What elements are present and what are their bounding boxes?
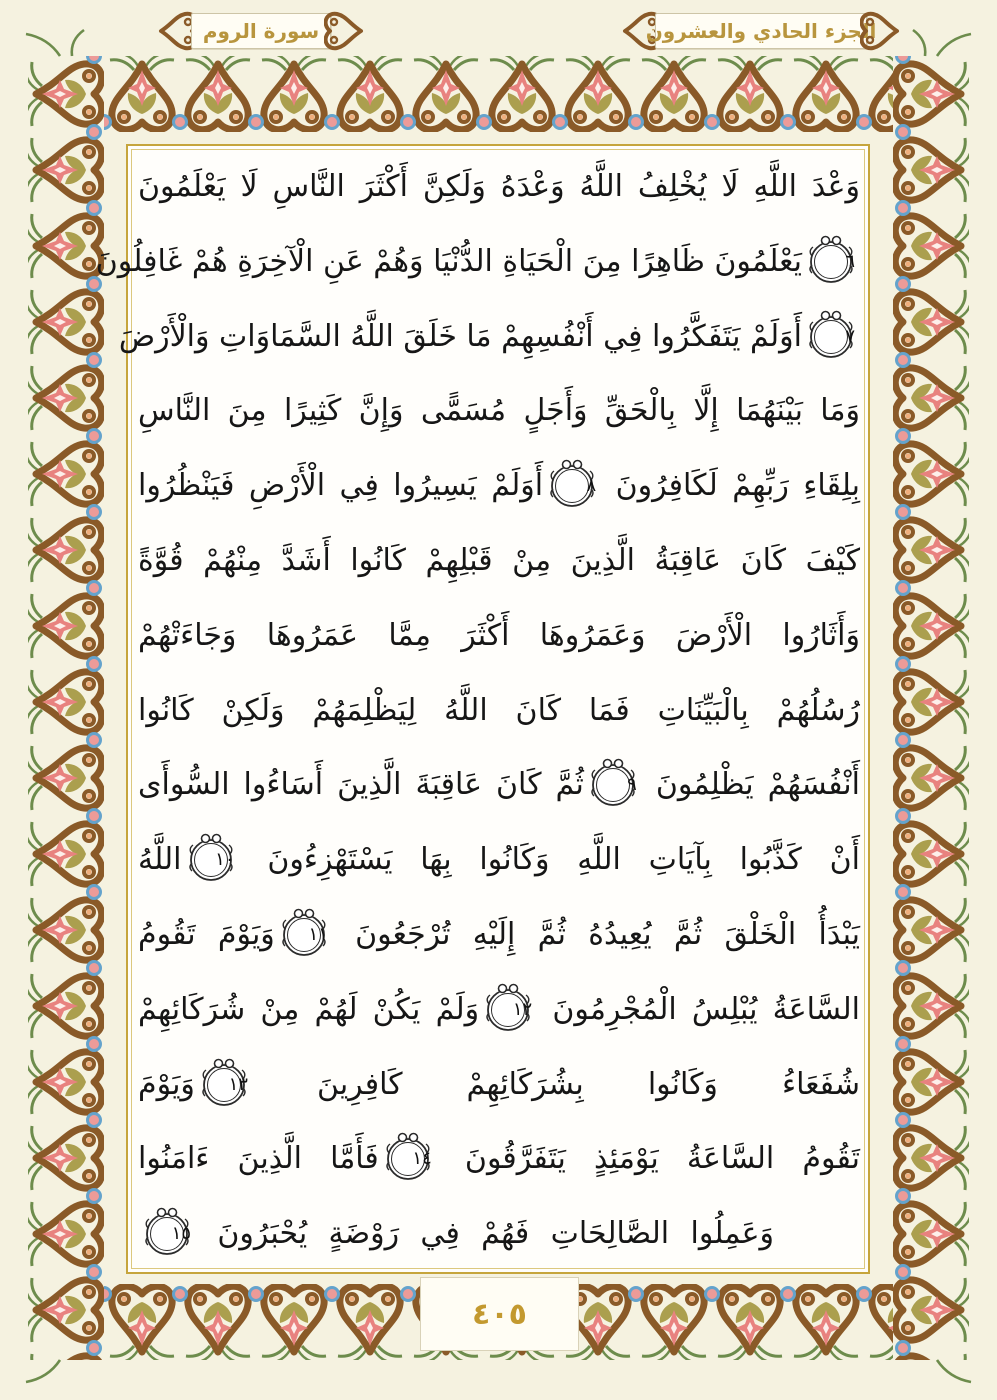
surah-title: سورة الروم	[202, 19, 320, 43]
quran-line	[138, 524, 860, 599]
page-number: ٤٠٥	[472, 1296, 527, 1332]
quran-line	[138, 1122, 860, 1197]
verse-text: أَوَلَمْ يَتَفَكَّرُوا فِي أَنْفُسِهِمْ مَا خَلَقَ اللَّهُ السَّمَاوَاتِ وَالْأَرْضَ	[118, 318, 802, 354]
verse-text: وَيَوْمَ تَقُومُ	[138, 916, 275, 952]
verse-marker-medallion	[807, 234, 855, 286]
verse-text: أَنْ كَذَّبُوا بِآيَاتِ اللَّهِ وَكَانُوا بِهَا يَسْتَهْزِءُونَ	[267, 842, 860, 878]
verse-number: ٦	[845, 250, 855, 272]
verse-marker-medallion	[280, 907, 328, 959]
verse-number: ٨	[586, 475, 597, 497]
verse-text: وَلَمْ يَكُنْ لَهُمْ مِنْ شُرَكَائِهِمْ	[138, 991, 480, 1027]
verse-text: وَيَوْمَ	[138, 1066, 195, 1102]
verse-text: ثُمَّ كَانَ عَاقِبَةَ الَّذِينَ أَسَاءُوا السُّوأَى	[138, 767, 584, 803]
quran-line	[138, 973, 860, 1048]
quran-text-area	[95, 150, 860, 1272]
quran-line	[138, 150, 860, 225]
verse-number: ١٣	[228, 1073, 248, 1095]
verse-number: ١١	[308, 923, 328, 945]
verse-marker-medallion	[807, 309, 855, 361]
verse-number: ١٥	[171, 1223, 191, 1245]
juz-header	[622, 10, 900, 52]
surah-title-box	[191, 13, 331, 49]
surah-header	[158, 10, 364, 52]
verse-text: وَعَمِلُوا الصَّالِحَاتِ فَهُمْ فِي رَوْضَةٍ يُحْبَرُونَ	[217, 1216, 774, 1252]
verse-number: ١٤	[412, 1148, 432, 1170]
verse-text: يَعْلَمُونَ ظَاهِرًا مِنَ الْحَيَاةِ الدُّنْيَا وَهُمْ عَنِ الْآخِرَةِ هُمْ غَافِلُونَ	[95, 243, 802, 279]
verse-text: بِلِقَاءِ رَبِّهِمْ لَكَافِرُونَ	[615, 468, 860, 504]
verse-text: أَنْفُسَهُمْ يَظْلِمُونَ	[655, 767, 860, 803]
verse-text: السَّاعَةُ يُبْلِسُ الْمُجْرِمُونَ	[552, 991, 860, 1027]
quran-line	[118, 300, 860, 375]
verse-number: ١٠	[215, 849, 235, 871]
heart-bracket-icon	[324, 11, 364, 51]
verse-text: كَيْفَ كَانَ عَاقِبَةُ الَّذِينَ مِنْ قَبْلِهِمْ كَانُوا أَشَدَّ مِنْهُمْ قُوَّةً	[138, 542, 860, 578]
verse-text: تَقُومُ السَّاعَةُ يَوْمَئِذٍ يَتَفَرَّقُونَ	[464, 1141, 860, 1177]
quran-line	[138, 823, 860, 898]
verse-text: شُفَعَاءُ وَكَانُوا بِشُرَكَائِهِمْ كَافِرِينَ	[316, 1066, 860, 1102]
verse-number: ١٢	[512, 998, 533, 1020]
heart-bracket-icon	[860, 11, 900, 51]
verse-text: فَأَمَّا الَّذِينَ ءَامَنُوا	[138, 1141, 379, 1177]
quran-line	[138, 748, 860, 823]
verse-marker-medallion	[484, 982, 532, 1034]
verse-text: يَبْدَأُ الْخَلْقَ ثُمَّ يُعِيدُهُ ثُمَّ إِلَيْهِ تُرْجَعُونَ	[355, 916, 860, 952]
verse-text: وَأَثَارُوا الْأَرْضَ وَعَمَرُوهَا أَكْثَرَ مِمَّا عَمَرُوهَا وَجَاءَتْهُمْ	[138, 617, 860, 653]
verse-number: ٩	[627, 774, 637, 796]
quran-line	[138, 599, 860, 674]
verse-marker-medallion	[589, 757, 637, 809]
verse-marker-medallion	[548, 458, 596, 510]
quran-line	[138, 449, 860, 524]
verse-number: ٧	[845, 325, 855, 347]
quran-line	[138, 1048, 860, 1123]
quran-line	[95, 225, 860, 300]
verse-text: اللَّهُ	[138, 842, 182, 878]
quran-line	[138, 898, 860, 973]
verse-marker-medallion	[200, 1057, 248, 1109]
verse-text: رُسُلُهُمْ بِالْبَيِّنَاتِ فَمَا كَانَ اللَّهُ لِيَظْلِمَهُمْ وَلَكِنْ كَانُوا	[138, 692, 860, 728]
page-number-box	[420, 1277, 579, 1351]
verse-marker-medallion	[143, 1206, 191, 1258]
juz-title: الجزء الحادي والعشرون	[645, 19, 877, 43]
quran-line	[138, 674, 860, 749]
quran-line	[138, 1197, 860, 1272]
verse-text: أَوَلَمْ يَسِيرُوا فِي الْأَرْضِ فَيَنْظُرُوا	[138, 468, 544, 504]
verse-text: وَمَا بَيْنَهُمَا إِلَّا بِالْحَقِّ وَأَجَلٍ مُسَمًّى وَإِنَّ كَثِيرًا مِنَ النَّاسِ	[138, 393, 860, 429]
juz-title-box	[645, 13, 877, 49]
verse-marker-medallion	[187, 832, 235, 884]
verse-marker-medallion	[384, 1131, 432, 1183]
verse-text: وَعْدَ اللَّهِ لَا يُخْلِفُ اللَّهُ وَعْدَهُ وَلَكِنَّ أَكْثَرَ النَّاسِ لَا يَعْلَمُونَ	[138, 169, 860, 204]
quran-line	[138, 374, 860, 449]
